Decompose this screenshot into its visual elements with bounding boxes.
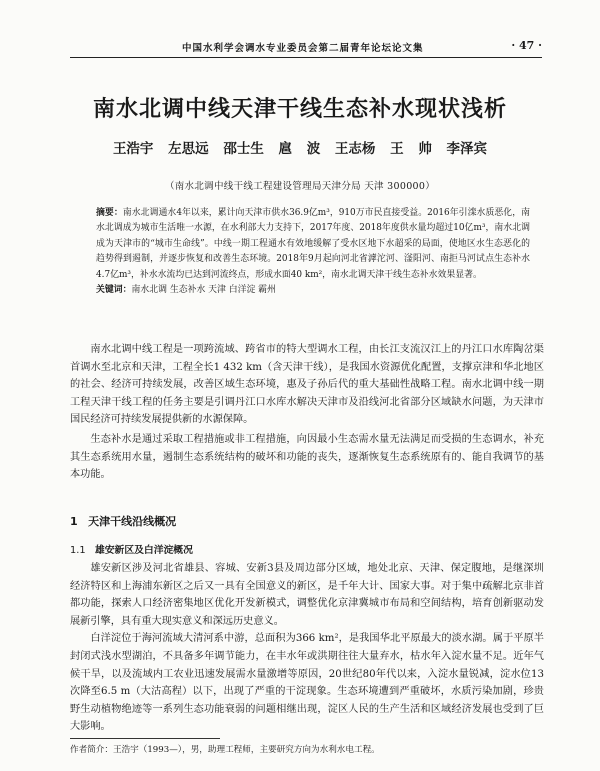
keywords-label: 关键词： xyxy=(96,285,132,296)
section-1-heading xyxy=(70,513,176,529)
author-list: 王浩宇 左思远 邵士生 扈 波 王志杨 王 帅 李泽宾 xyxy=(112,141,488,157)
paragraph-baiyangdian: 白洋淀位于海河流域大清河系中游，总面积为366 km²，是我国华北平原最大的淡水湖。属于平原半封闭式浅水型湖泊，不具备多年调节能力，在丰水年或洪期往往大量弃水，枯水年入淀水量不足。近年气候干旱，以及流域内工农业迅速发展需水量激增等原因，20世纪80年代以来，入淀水量锐减，淀水位13次降至6.5 m（大沽高程）以下，出现了严重的干淀现象。生态环境遭到严重破坏，水质污染加剧，珍贵野生动植物绝迹等一系列生态功能衰弱的问题相继出现，淀区人民的生产生活和区域经济发展也受到了巨大影响。 xyxy=(70,633,544,733)
abstract xyxy=(96,206,530,298)
intro-paragraph-2: 生态补水是通过采取工程措施或非工程措施，向因最小生态需水量无法满足而受损的生态调水，补充其生态系统用水量，遏制生态系统结构的破坏和功能的丧失，逐渐恢复生态系统原有的、能自我调节的基本功能。 xyxy=(70,433,544,481)
abstract-text: 南水北调通水4年以来，累计向天津市供水36.9亿m³，910万市民直接受益。2016年引滦水质恶化，南水北调成为城市生活唯一水源，在水利部大力支持下，2017年度、2018年度供水量均超过10亿m³，南水北调成为天津市的“城市生命线”。中线一期工程通水有效地缓解了受水区地下水超采的局面，使地区水生态恶化的趋势得到遏制，并逐步恢复和改善生态环境。2018年9月起向河北省滹沱河、滏阳河、南拒马河试点生态补水4.7亿m³，补水水流均已达到河流终点，形成水面40 km²，南水北调天津干线生态补水效果显著。 xyxy=(96,208,531,280)
introduction xyxy=(70,341,544,484)
abstract-label: 摘要： xyxy=(96,208,123,218)
paper-title: 南水北调中线天津干线生态补水现状浅析 xyxy=(92,97,507,122)
section-1-title: 天津干线沿线概况 xyxy=(88,515,177,528)
paragraph-xiongan: 雄安新区涉及河北省雄县、容城、安新3县及周边部分区域，地处北京、天津、保定腹地，是继深圳经济特区和上海浦东新区之后又一具有全国意义的新区，是千年大计、国家大事。对于集中疏解北京非首都功能，探索人口经济密集地区优化开发新模式，调整优化京津冀城市布局和空间结构，培育创新驱动发展新引擎，具有重大现实意义和深远历史意义。 xyxy=(70,563,544,627)
author-footnote: 作者简介：王浩宇（1993—），男，助理工程师，主要研究方向为水利水电工程。 xyxy=(70,745,380,755)
page-number: · 47 · xyxy=(511,39,542,52)
subsection-1-1-heading xyxy=(70,542,193,556)
header-rule xyxy=(70,57,542,58)
journal-name: 中国水利学会调水专业委员会第二届青年论坛论文集 xyxy=(182,43,424,54)
keywords-text: 南水北调 生态补水 天津 白洋淀 霸州 xyxy=(131,285,276,296)
subsection-1-1-number: 1.1 xyxy=(70,545,86,556)
intro-paragraph-1: 南水北调中线工程是一项跨流域、跨省市的特大型调水工程，由长江支流汉江上的丹江口水库陶岔渠首调水至北京和天津，工程全长1 432 km（含天津干线），是我国水资源优化配置，支撑京津和华北地区的社会、经济可持续发展，改善区域生态环境，惠及子孙后代的重大基础性战略工程。南水北调中线一期工程天津干线工程的任务主要是引调丹江口水库水解决天津市及沿线河北省部分区域缺水问题，为天津市国民经济可持续发展提供新的水源保障。 xyxy=(70,344,544,426)
subsection-1-1-title: 雄安新区及白洋淀概况 xyxy=(94,545,193,556)
footnote-rule xyxy=(70,738,220,739)
affiliation: （南水北调中线干线工程建设管理局天津分局 天津 300000） xyxy=(164,181,436,192)
running-header xyxy=(70,38,542,54)
section-1-body xyxy=(70,560,544,736)
section-1-number: 1 xyxy=(70,515,78,528)
